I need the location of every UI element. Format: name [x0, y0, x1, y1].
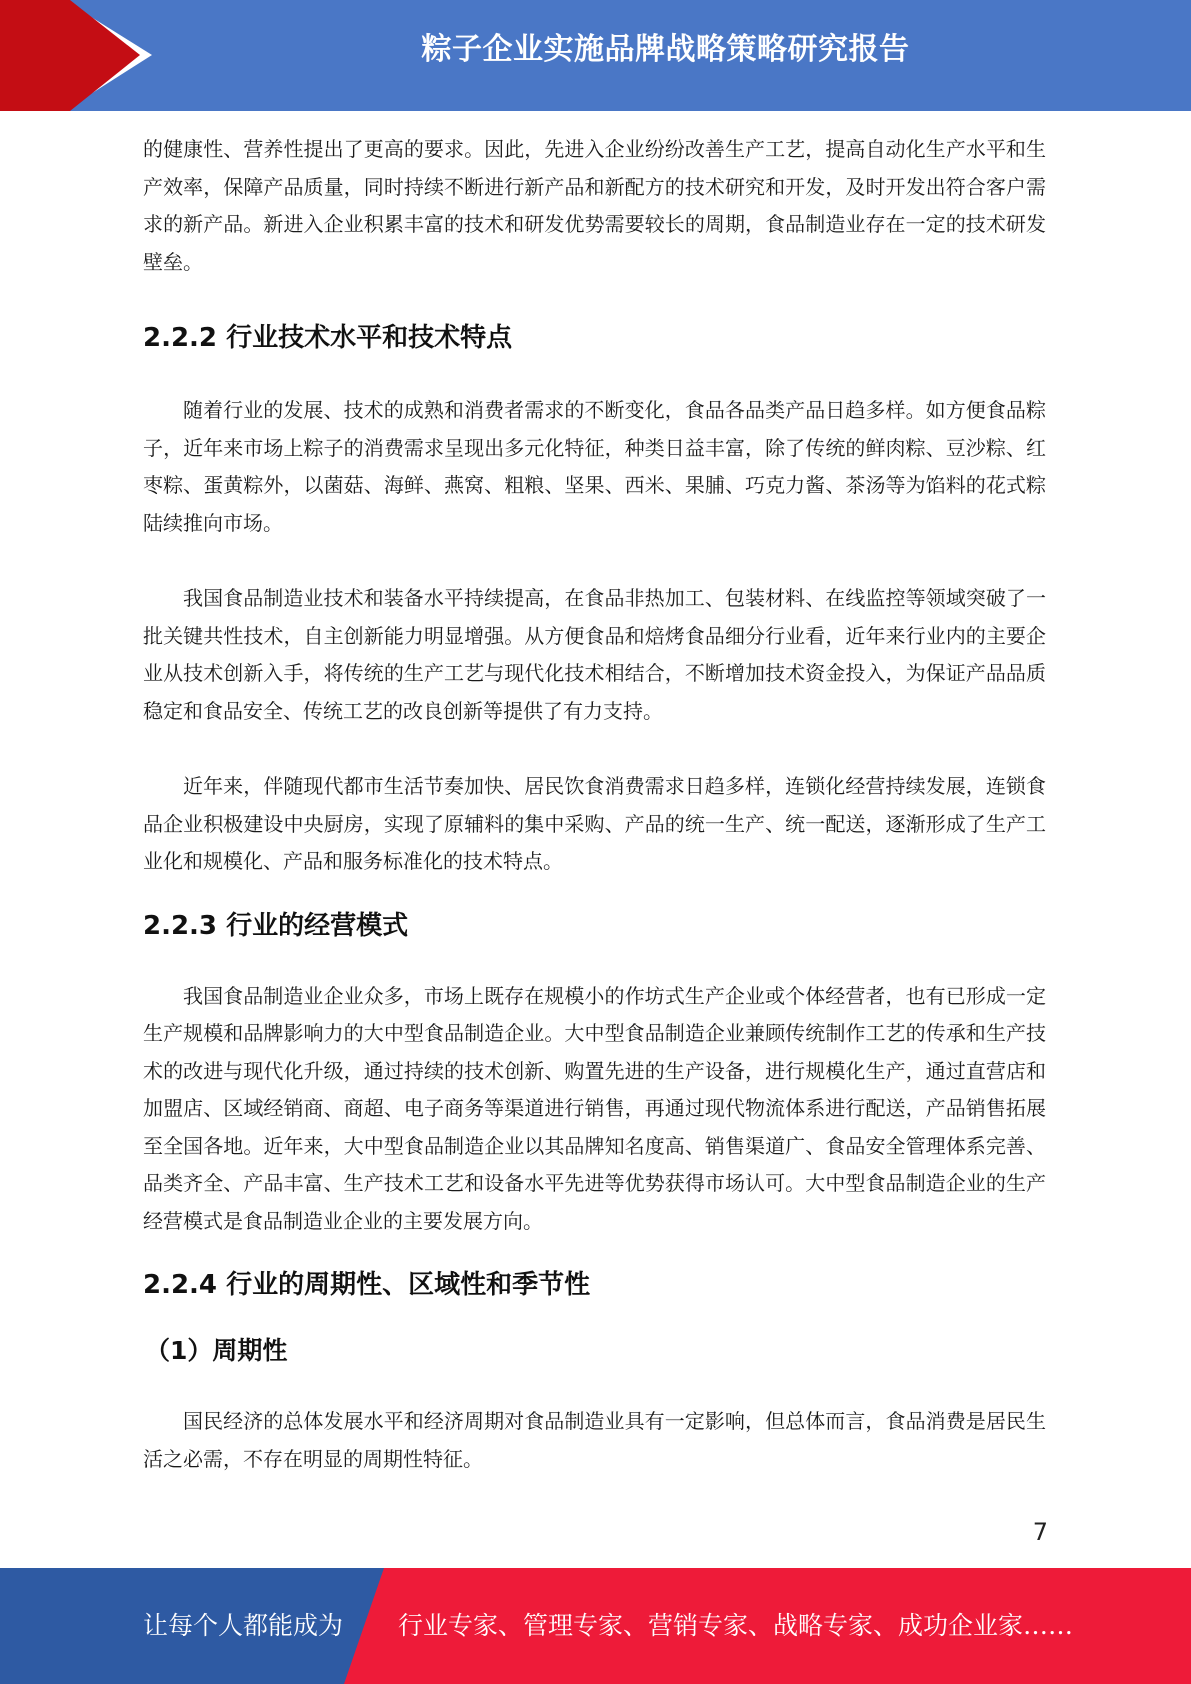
- header-chevron-red: [0, 0, 140, 111]
- paragraph: 我国食品制造业技术和装备水平持续提高，在食品非热加工、包装材料、在线监控等领域突破了一批关键共性技术，自主创新能力明显增强。从方便食品和焙烤食品细分行业看，近年来行业内的主要企业从技术创新入手，将传统的生产工艺与现代化技术相结合，不断增加技术资金投入，为保证产品品质稳定和食品安全、传统工艺的改良创新等提供了有力支持。: [143, 586, 1046, 723]
- footer-slogan-left: 让每个人都能成为: [143, 1611, 344, 1640]
- paragraph: 近年来，伴随现代都市生活节奏加快、居民饮食消费需求日趋多样，连锁化经营持续发展，连锁食品企业积极建设中央厨房，实现了原辅料的集中采购、产品的统一生产、统一配送，逐渐形成了生产工业化和规模化、产品和服务标准化的技术特点。: [143, 774, 1046, 873]
- page-number: 7: [1032, 1518, 1048, 1546]
- intro-paragraph: 的健康性、营养性提出了更高的要求。因此，先进入企业纷纷改善生产工艺，提高自动化生产水平和生产效率，保障产品质量，同时持续不断进行新产品和新配方的技术研究和开发，及时开发出符合客户需求的新产品。新进入企业积累丰富的技术和研发优势需要较长的周期，食品制造业存在一定的技术研发壁垒。: [143, 137, 1046, 274]
- footer-slogan-right: 行业专家、管理专家、营销专家、战略专家、成功企业家……: [398, 1611, 1074, 1640]
- paragraph: 随着行业的发展、技术的成熟和消费者需求的不断变化，食品各品类产品日趋多样。如方便食品粽子，近年来市场上粽子的消费需求呈现出多元化特征，种类日益丰富，除了传统的鲜肉粽、豆沙粽、红枣粽、蛋黄粽外，以菌菇、海鲜、燕窝、粗粮、坚果、西米、果脯、巧克力酱、茶汤等为馅料的花式粽陆续推向市场。: [143, 398, 1046, 535]
- page-footer: [0, 1568, 1191, 1684]
- section-heading-2-2-2: 2.2.2 行业技术水平和技术特点: [143, 323, 513, 353]
- section-heading-2-2-3: 2.2.3 行业的经营模式: [143, 910, 409, 941]
- paragraph: 我国食品制造业企业众多，市场上既存在规模小的作坊式生产企业或个体经营者，也有已形成一定生产规模和品牌影响力的大中型食品制造企业。大中型食品制造企业兼顾传统制作工艺的传承和生产技术的改进与现代化升级，通过持续的技术创新、购置先进的生产设备，进行规模化生产，通过直营店和加盟店、区域经销商、商超、电子商务等渠道进行销售，再通过现代物流体系进行配送，产品销售拓展至全国各地。近年来，大中型食品制造企业以其品牌知名度高、销售渠道广、食品安全管理体系完善、品类齐全、产品丰富、生产技术工艺和设备水平先进等优势获得市场认可。大中型食品制造企业的生产经营模式是食品制造业企业的主要发展方向。: [143, 983, 1046, 1233]
- page-header: [0, 0, 1191, 111]
- paragraph: 国民经济的总体发展水平和经济周期对食品制造业具有一定影响，但总体而言，食品消费是居民生活之必需，不存在明显的周期性特征。: [143, 1409, 1046, 1471]
- page-content: [143, 131, 1046, 1478]
- report-title: 粽子企业实施品牌战略策略研究报告: [421, 32, 910, 67]
- subheading-cyclicality: （1）周期性: [145, 1336, 288, 1365]
- section-heading-2-2-4: 2.2.4 行业的周期性、区域性和季节性: [143, 1270, 591, 1300]
